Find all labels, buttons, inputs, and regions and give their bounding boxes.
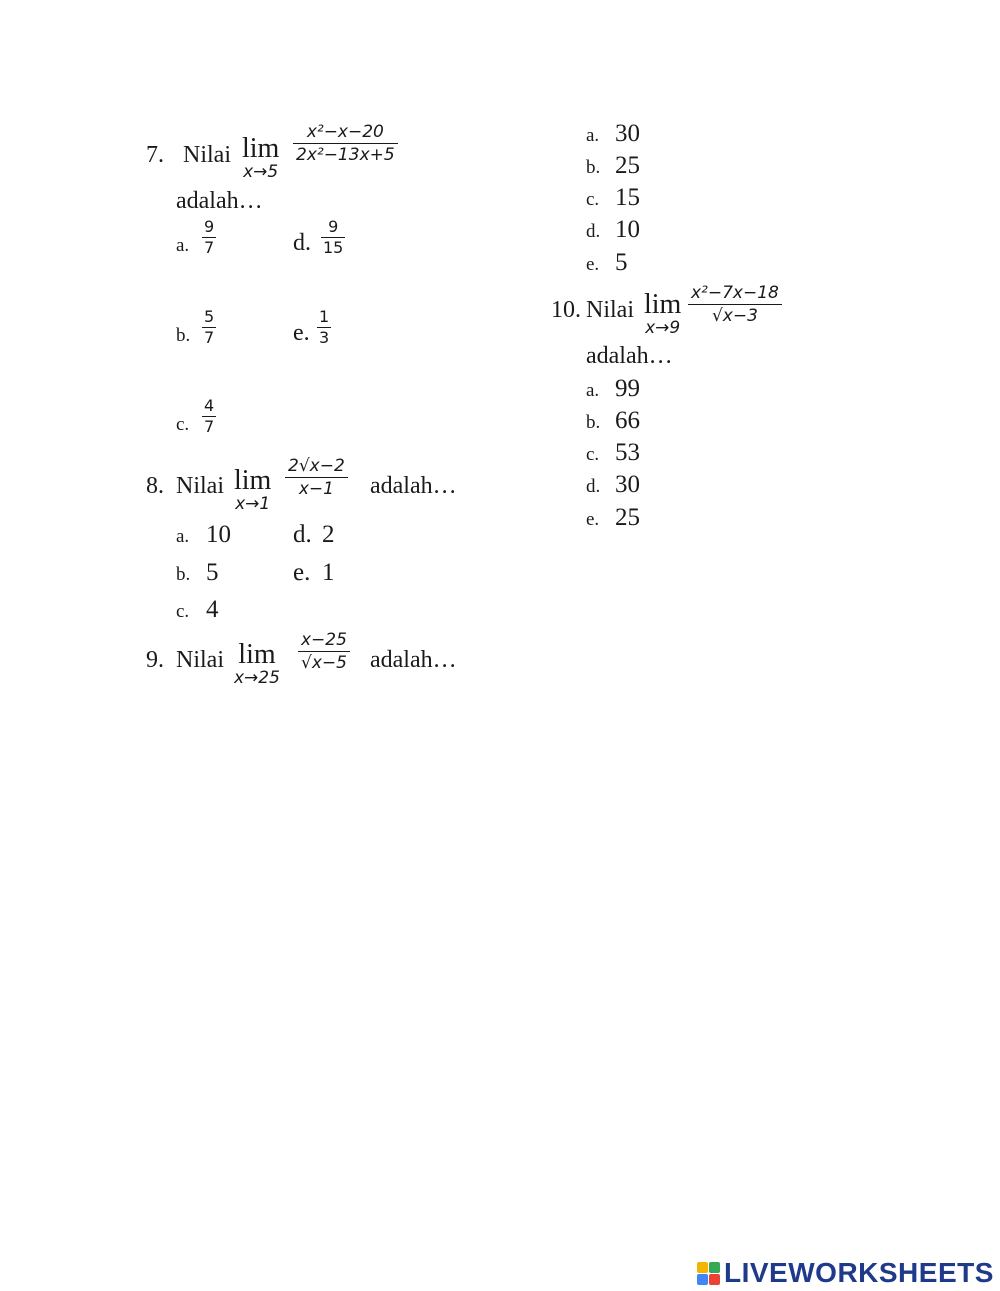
option-letter: e. — [586, 509, 600, 530]
option-letter: a. — [176, 235, 190, 256]
lim-word: lim — [242, 133, 280, 164]
question-lead: Nilai — [586, 297, 634, 323]
option-letter: d. — [586, 221, 601, 242]
option-denominator: 7 — [204, 238, 215, 257]
fraction-numerator: 2√x−2 — [288, 456, 345, 476]
lim-subscript: x→25 — [234, 668, 280, 688]
option-b-value[interactable]: 66 — [615, 407, 640, 434]
logo-mark-square — [697, 1262, 708, 1273]
question-number: 10. — [551, 297, 581, 323]
fraction-numerator: x−25 — [301, 630, 347, 650]
option-letter: a. — [586, 380, 600, 401]
option-a-value[interactable]: 30 — [615, 120, 640, 147]
fraction-denominator: √x−5 — [301, 653, 347, 673]
lim-subscript: x→1 — [235, 494, 271, 514]
question-number: 8. — [146, 473, 164, 499]
question-number: 9. — [146, 647, 164, 673]
lim-word: lim — [644, 289, 682, 320]
logo-mark-square — [709, 1262, 720, 1273]
option-letter: a. — [586, 125, 600, 146]
lim-subscript: x→9 — [645, 318, 681, 338]
question-lead: Nilai — [183, 142, 231, 168]
limit-operator — [234, 639, 280, 688]
question-tail: adalah… — [176, 188, 263, 214]
option-c-fraction[interactable] — [202, 396, 216, 437]
option-d-value[interactable]: 30 — [615, 471, 640, 498]
question-number: 7. — [146, 142, 164, 168]
question-tail: adalah… — [586, 343, 673, 369]
option-letter: b. — [586, 157, 601, 178]
question-lead: Nilai — [176, 647, 224, 673]
option-letter: c. — [586, 189, 600, 210]
limit-fraction — [293, 121, 398, 166]
option-d-fraction[interactable] — [321, 217, 345, 258]
option-numerator: 9 — [204, 217, 215, 236]
option-numerator: 9 — [328, 217, 339, 236]
limit-fraction — [285, 455, 348, 500]
option-letter: c. — [176, 414, 190, 435]
limit-fraction — [298, 629, 350, 674]
option-letter: c. — [586, 444, 600, 465]
option-a-value[interactable]: 99 — [615, 375, 640, 402]
option-letter: d. — [293, 230, 311, 256]
option-d-value[interactable]: 2 — [322, 521, 335, 548]
option-denominator: 7 — [204, 328, 215, 347]
option-d-value[interactable]: 10 — [615, 216, 640, 243]
logo-mark-icon — [697, 1262, 720, 1285]
option-b-value[interactable]: 5 — [206, 559, 219, 586]
liveworksheets-logo[interactable] — [697, 1257, 994, 1289]
limit-operator — [242, 133, 280, 182]
option-c-value[interactable]: 4 — [206, 596, 219, 623]
option-numerator: 4 — [204, 396, 215, 415]
option-denominator: 15 — [323, 238, 344, 257]
fraction-denominator: x−1 — [298, 479, 334, 499]
logo-mark-square — [697, 1274, 708, 1285]
option-letter: a. — [176, 526, 190, 547]
option-a-value[interactable]: 10 — [206, 521, 231, 548]
option-a-fraction[interactable] — [202, 217, 216, 258]
question-tail: adalah… — [370, 647, 457, 673]
option-letter: e. — [586, 254, 600, 275]
fraction-denominator: √x−3 — [711, 306, 758, 326]
fraction-denominator: 2x²−13x+5 — [296, 145, 395, 165]
option-letter: b. — [586, 412, 601, 433]
limit-operator — [234, 465, 272, 514]
option-letter: c. — [176, 601, 190, 622]
logo-mark-square — [709, 1274, 720, 1285]
option-denominator: 7 — [204, 417, 215, 436]
option-b-value[interactable]: 25 — [615, 152, 640, 179]
limit-operator — [644, 289, 682, 338]
option-c-value[interactable]: 15 — [615, 184, 640, 211]
option-numerator: 1 — [319, 307, 330, 326]
lim-subscript: x→5 — [243, 162, 279, 182]
option-c-value[interactable]: 53 — [615, 439, 640, 466]
option-e-value[interactable]: 1 — [322, 559, 335, 586]
option-letter: b. — [176, 564, 191, 585]
option-denominator: 3 — [319, 328, 330, 347]
logo-text: LIVEWORKSHEETS — [724, 1257, 994, 1288]
question-lead: Nilai — [176, 473, 224, 499]
option-numerator: 5 — [204, 307, 215, 326]
limit-fraction — [688, 282, 782, 327]
lim-word: lim — [234, 465, 272, 496]
option-letter: b. — [176, 325, 191, 346]
option-e-value[interactable]: 25 — [615, 504, 640, 531]
question-tail: adalah… — [370, 473, 457, 499]
option-letter: e. — [293, 320, 310, 346]
fraction-numerator: x²−7x−18 — [691, 283, 779, 303]
option-letter: e. — [293, 559, 311, 586]
option-e-value[interactable]: 5 — [615, 249, 628, 276]
option-b-fraction[interactable] — [202, 307, 216, 348]
option-e-fraction[interactable] — [317, 307, 331, 348]
lim-word: lim — [238, 639, 276, 670]
fraction-numerator: x²−x−20 — [306, 122, 384, 142]
option-letter: d. — [586, 476, 601, 497]
option-letter: d. — [293, 521, 312, 548]
